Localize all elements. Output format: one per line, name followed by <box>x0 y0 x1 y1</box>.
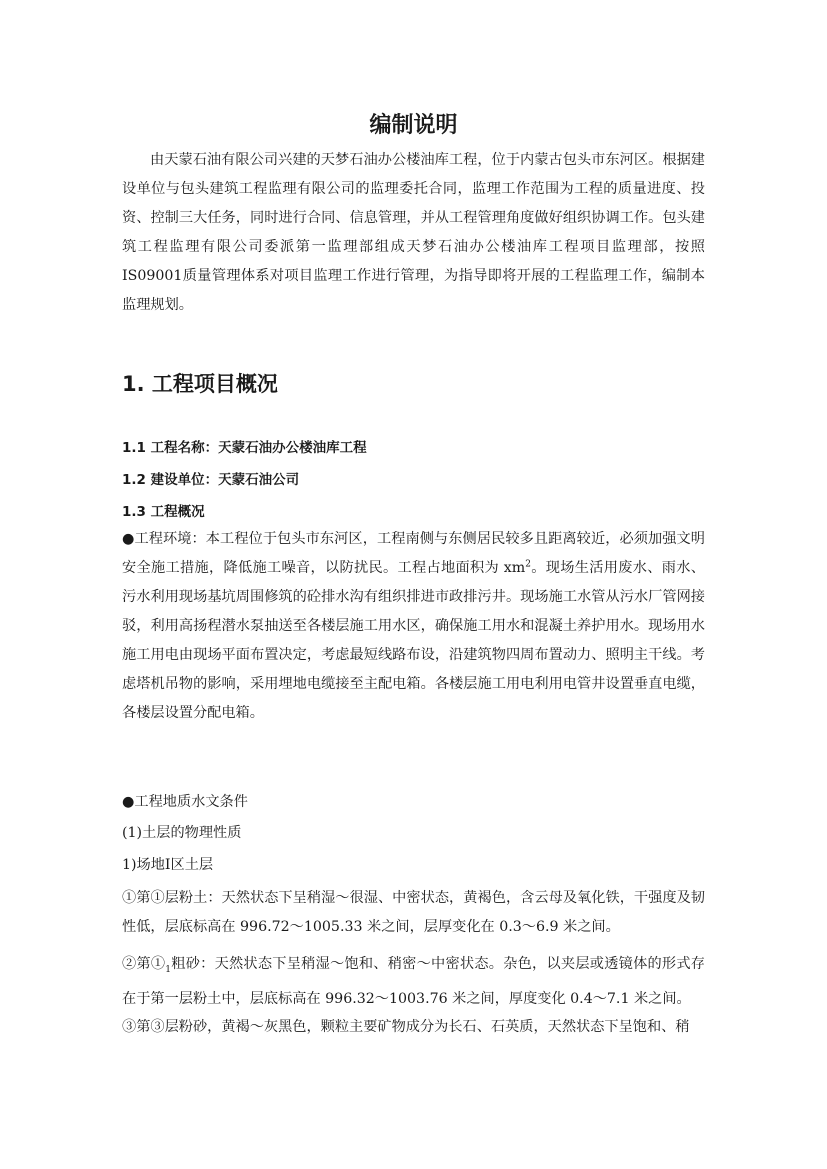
soil-layer-3: ③第③层粉砂，黄褐～灰黑色，颗粒主要矿物成分为长石、石英质，天然状态下呈饱和、稍 <box>122 1019 690 1035</box>
subsection-project-name: 1.1 工程名称：天蒙石油办公楼油库工程 <box>122 440 367 456</box>
area-unit-superscript: 2 <box>525 559 531 570</box>
geology-heading: ●工程地质水文条件 <box>122 794 248 810</box>
subsection-owner: 1.2 建设单位：天蒙石油公司 <box>122 472 300 488</box>
soil-layer-1: ①第①层粉土：天然状态下呈稍湿～很湿、中密状态，黄褐色，含云母及氧化铁，干强度及韧性低，层底标高在 996.72～1005.33 米之间，层厚变化在 0.3～6.9 米之间。 <box>122 890 705 935</box>
site-zone-heading: 1)场地Ⅰ区土层 <box>122 857 214 873</box>
environment-text-a: ●工程环境：本工程位于包头市东河区，工程南侧与东侧居民较多且距离较近，必须加强文明安全施工措施，降低施工噪音，以防扰民。工程占地面积为 xm <box>122 531 705 576</box>
soil-layer-2 <box>122 950 705 1014</box>
section-heading: 1. 工程项目概况 <box>122 372 278 396</box>
soil-layer-2-text: 粗砂：天然状态下呈稍湿～饱和、稍密～中密状态。杂色，以夹层或透镜体的形式存在于第一层粉土中，层底标高在 996.32～1003.76 米之间，厚度变化 0.4～7.1 米之间。 <box>122 956 705 1007</box>
soil-layer-2-subscript: 1 <box>165 964 172 975</box>
soil-layer-2-label: ②第① <box>122 956 166 972</box>
environment-text-b: 。现场生活用废水、雨水、污水利用现场基坑周围修筑的砼排水沟有组织排进市政排污井。现场施工水管从污水厂管网接驳，利用高扬程潜水泵抽送至各楼层施工用水区，确保施工用水和混凝土养护用水。现场用水施工用电由现场平面布置决定，考虑最短线路布设，沿建筑物四周布置动力、照明主干线。考虑塔机吊物的影响，采用埋地电缆接至主配电箱。各楼层施工用电利用电管井设置垂直电缆，各楼层设置分配电箱。 <box>122 560 705 721</box>
environment-paragraph <box>122 525 705 728</box>
page-title: 编制说明 <box>369 113 458 138</box>
subsection-overview: 1.3 工程概况 <box>122 504 205 520</box>
soil-properties-heading: (1)土层的物理性质 <box>122 825 242 841</box>
intro-paragraph: 由天蒙石油有限公司兴建的天梦石油办公楼油库工程，位于内蒙古包头市东河区。根据建设单位与包头建筑工程监理有限公司的监理委托合同，监理工作范围为工程的质量进度、投资、控制三大任务，同时进行合同、信息管理，并从工程管理角度做好组织协调工作。包头建筑工程监理有限公司委派第一监理部组成天梦石油办公楼油库工程项目监理部，按照IS09001质量管理体系对项目监理工作进行管理，为指导即将开展的工程监理工作，编制本监理规划。 <box>122 152 705 313</box>
